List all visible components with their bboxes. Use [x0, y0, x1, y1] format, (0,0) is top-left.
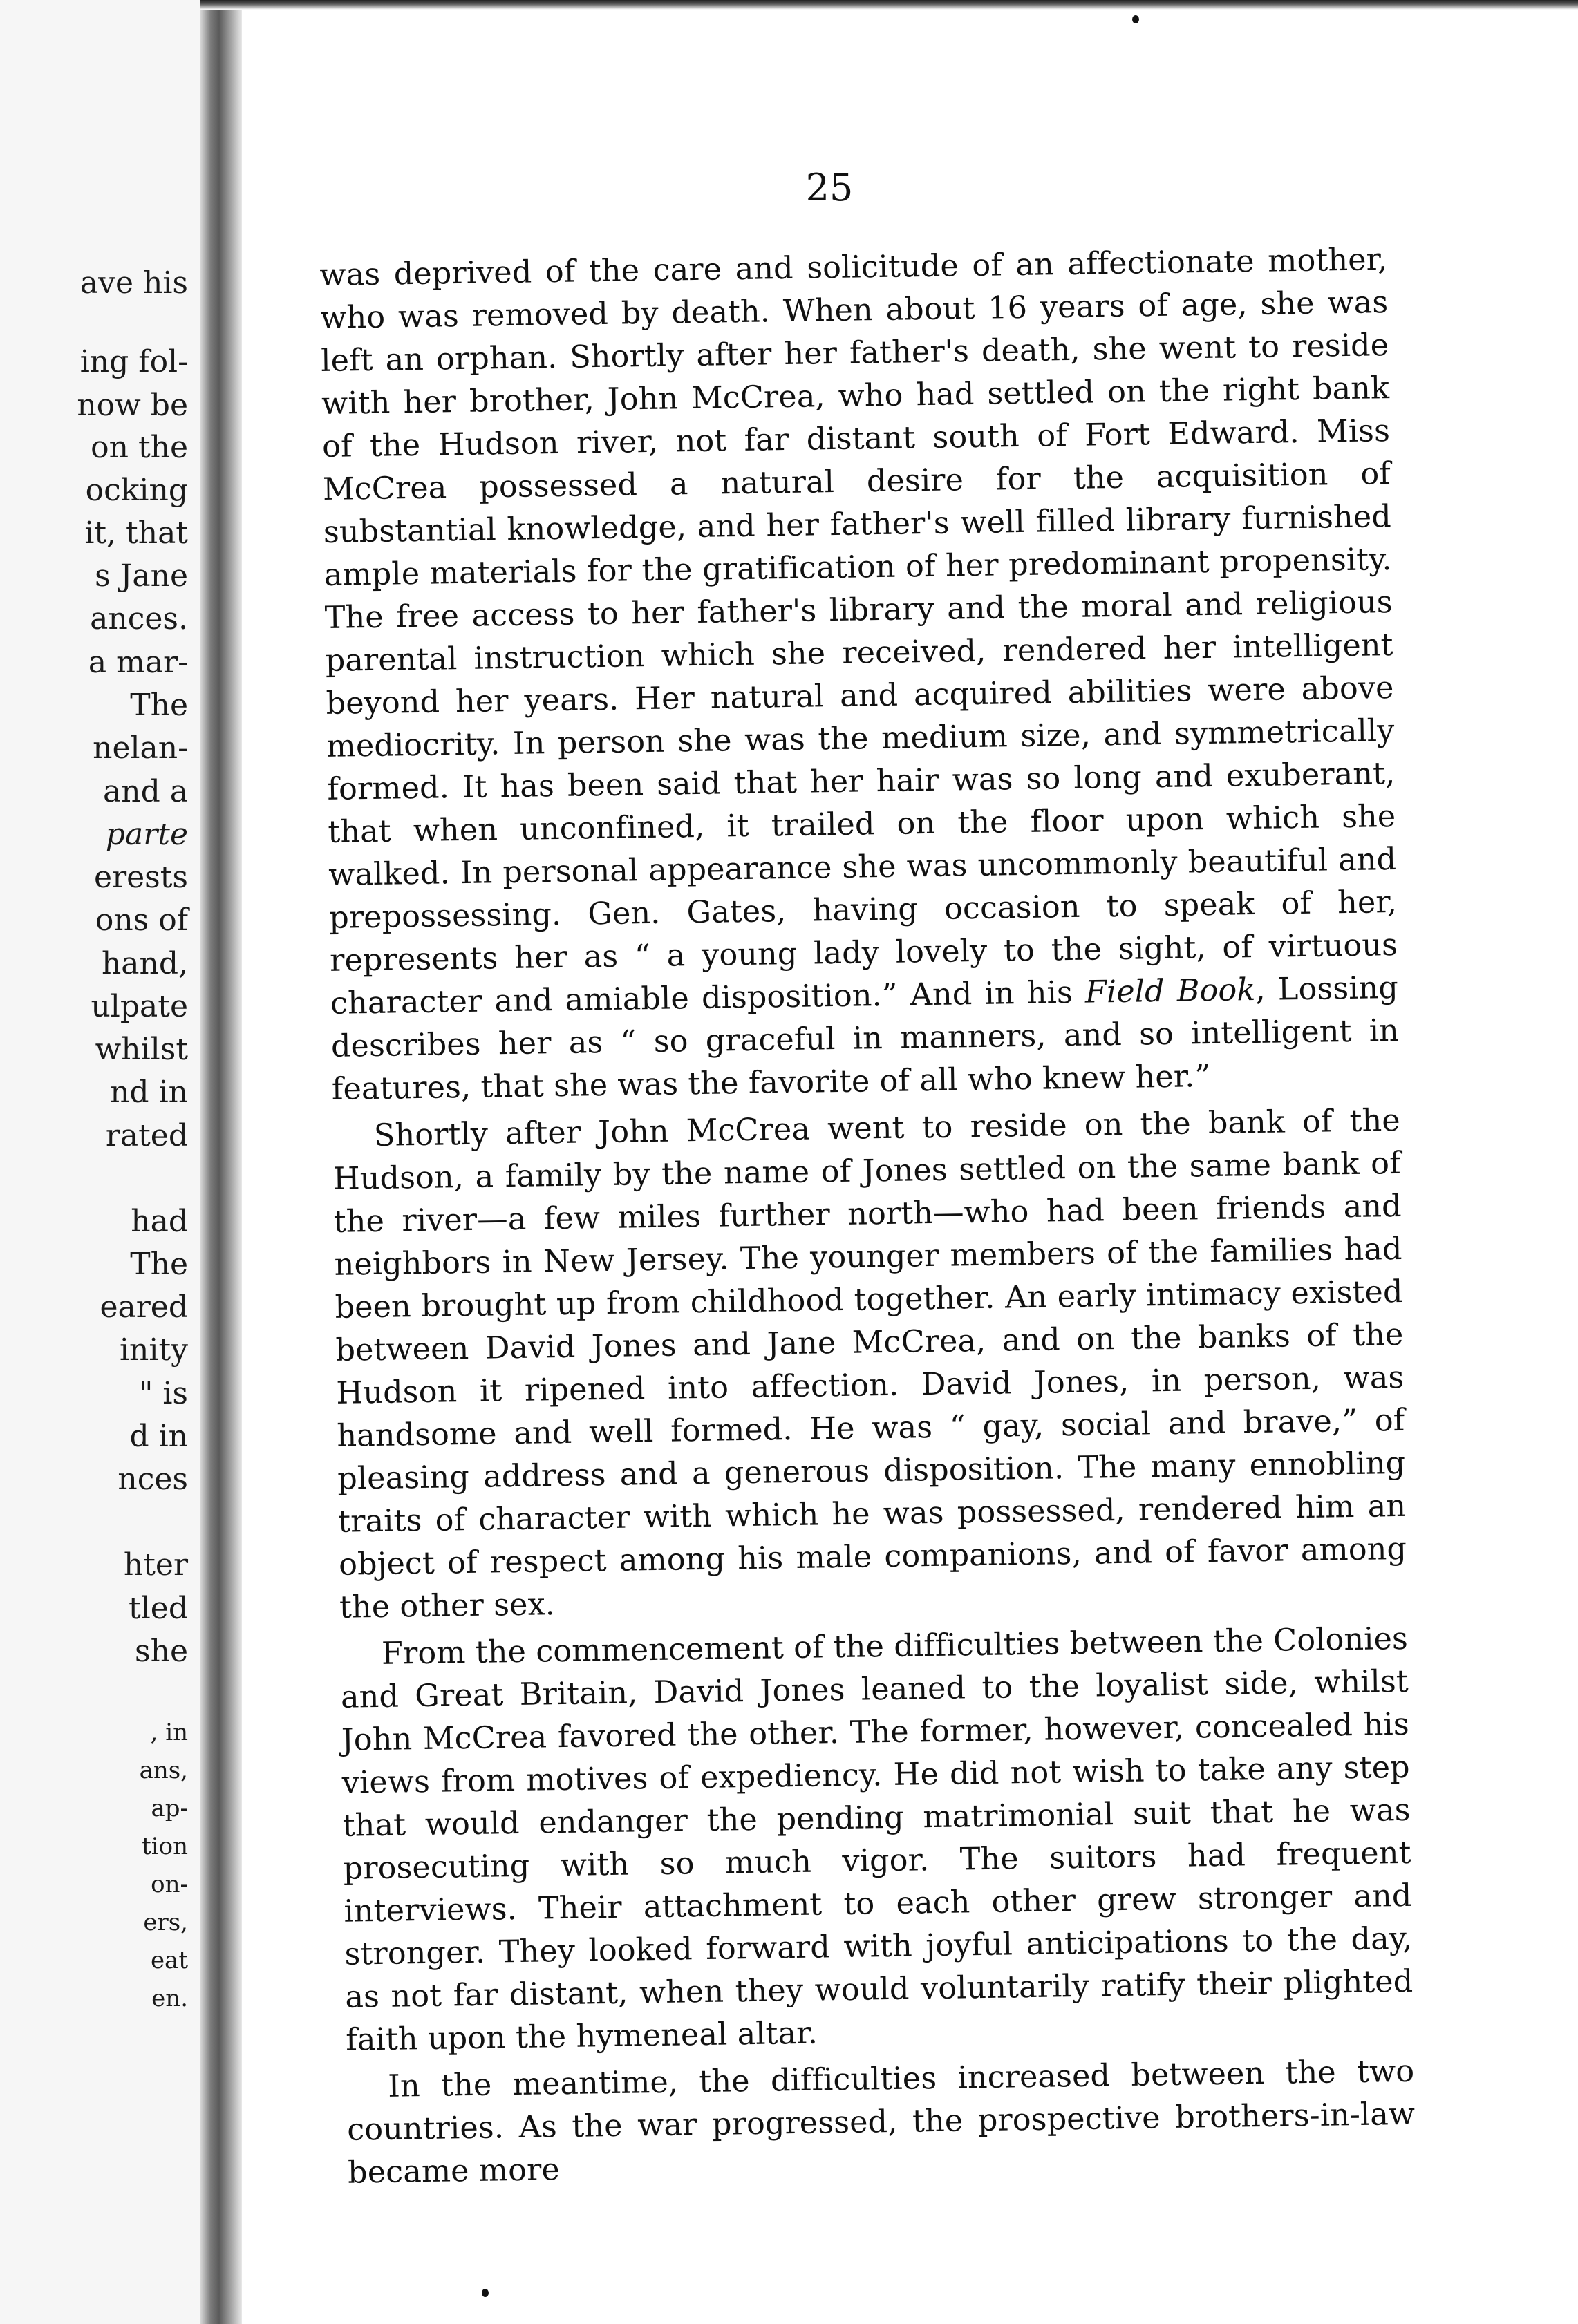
left-fragment: ances.: [90, 601, 188, 636]
paragraph-1: [319, 238, 1400, 1111]
left-fragment: s Jane: [95, 558, 188, 594]
top-specks: [1132, 15, 1139, 23]
left-fragment: eat: [150, 1947, 188, 1974]
left-fragment: it, that: [84, 516, 188, 551]
left-fragment: en.: [151, 1985, 188, 2012]
left-fragment: erests: [94, 860, 188, 895]
left-fragment: ans,: [139, 1757, 188, 1784]
left-fragment: " is: [139, 1376, 188, 1411]
page-number: 25: [805, 166, 854, 209]
left-fragment: on-: [151, 1871, 188, 1898]
left-fragment: a mar-: [88, 645, 188, 680]
paragraph-1-text-a: was deprived of the care and solicitude of an affectionate mother, who was removed by death. When about 16 years of age, she was left an orphan. Shortly after her father's death, she went to reside with her brother, John McCrea, who had settled on the right bank of the Hudson river, not far distant south of Fort Edward. Miss McCrea possessed a natural desire for the acquisition of substantial knowledge, and her father's well filled library furnished ample materials for the gratification of her predominant propensity. The free access to her father's library and the moral and religious parental instruction which she received, rendered her intelligent beyond her years. Her natural and acquired abilities were above mediocrity. In person she was the medium size, and symmetrically formed. It has been said that her hair was so long and exuberant, that when unconfined, it trailed on the floor upon which she walked. In personal appearance she was uncommonly beautiful and prepossessing. Gen. Gates, having occasion to speak of her, represents her as “ a young lady lovely to the sight, of virtuous character and amiable disposition.” And in his: [319, 242, 1398, 1021]
left-fragment: on the: [91, 430, 188, 465]
left-fragment: tion: [142, 1833, 188, 1860]
paragraph-4: In the meantime, the difficulties increased between the two countries. As the war progressed, the prospective brothers-in-law became more: [346, 2053, 1416, 2191]
left-fragment: eared: [100, 1289, 188, 1325]
left-fragment: she: [135, 1634, 188, 1669]
left-facing-page: [0, 0, 200, 2324]
left-fragment: hand,: [101, 946, 188, 981]
left-fragment: ocking: [85, 473, 188, 508]
left-fragment: nd in: [110, 1075, 188, 1110]
left-fragment: inity: [119, 1332, 188, 1368]
left-fragment: ulpate: [91, 989, 188, 1024]
left-fragment: had: [131, 1204, 188, 1239]
left-fragment: ers,: [143, 1909, 188, 1936]
left-page-text-fragments: [0, 0, 200, 2324]
body-text: [319, 238, 1416, 2199]
left-fragment: The: [130, 688, 188, 723]
page-top-edge: [200, 0, 1578, 10]
left-fragment: rated: [105, 1118, 188, 1153]
book-gutter: [200, 0, 242, 2324]
left-fragment: nelan-: [93, 730, 188, 766]
left-fragment: and a: [103, 774, 188, 809]
paragraph-2: Shortly after John McCrea went to reside on the bank of the Hudson, a family by the name of Jones settled on the same bank of the river—a few miles further north—who had been friends and neighbors in New Jersey. The younger members of the families had been brought up from childhood together. An early intimacy existed between David Jones and Jane McCrea, and on the banks of the Hudson it ripened into affection. David Jones, in person, was handsome and well formed. He was “ gay, social and brave,” of pleasing address and a generous disposition. The many ennobling traits of character with which he was possessed, rendered him an object of respect among his male companions, and of favor among the other sex.: [332, 1102, 1407, 1625]
left-fragment: , in: [150, 1719, 188, 1746]
left-fragment: parte: [105, 817, 188, 852]
left-fragment: ing fol-: [79, 344, 188, 379]
left-fragment: The: [130, 1247, 188, 1282]
paragraph-3: From the commencement of the difficulties between the Colonies and Great Britain, David Jones leaned to the loyalist side, whilst John McCrea favored the other. The former, however, concealed his views from motives of expediency. He did not wish to take any step that would endanger the pending matrimonial suit that he was prosecuting with so much vigor. The suitors had frequent interviews. Their attachment to each other grew stronger and stronger. They looked forward with joyful anticipations to the day, as not far distant, when they would voluntarily ratify their plighted faith upon the hymeneal altar.: [340, 1621, 1413, 2058]
left-fragment: d in: [129, 1419, 188, 1454]
left-fragment: ave his: [79, 265, 188, 301]
bottom-specks: [482, 2289, 489, 2297]
left-fragment: now be: [77, 388, 188, 423]
left-fragment: tled: [129, 1591, 188, 1626]
paragraph-1-text-b: , Lossing describes her as “ so graceful in manners, and so intelligent in features, that she was the favorite of all who knew her.”: [330, 970, 1400, 1107]
left-fragment: ap-: [151, 1795, 188, 1822]
field-book-title: Field Book: [1084, 972, 1256, 1010]
left-fragment: ons of: [95, 903, 188, 938]
left-fragment: whilst: [95, 1032, 188, 1067]
left-fragment: hter: [123, 1547, 188, 1583]
left-fragment: nces: [118, 1462, 188, 1497]
